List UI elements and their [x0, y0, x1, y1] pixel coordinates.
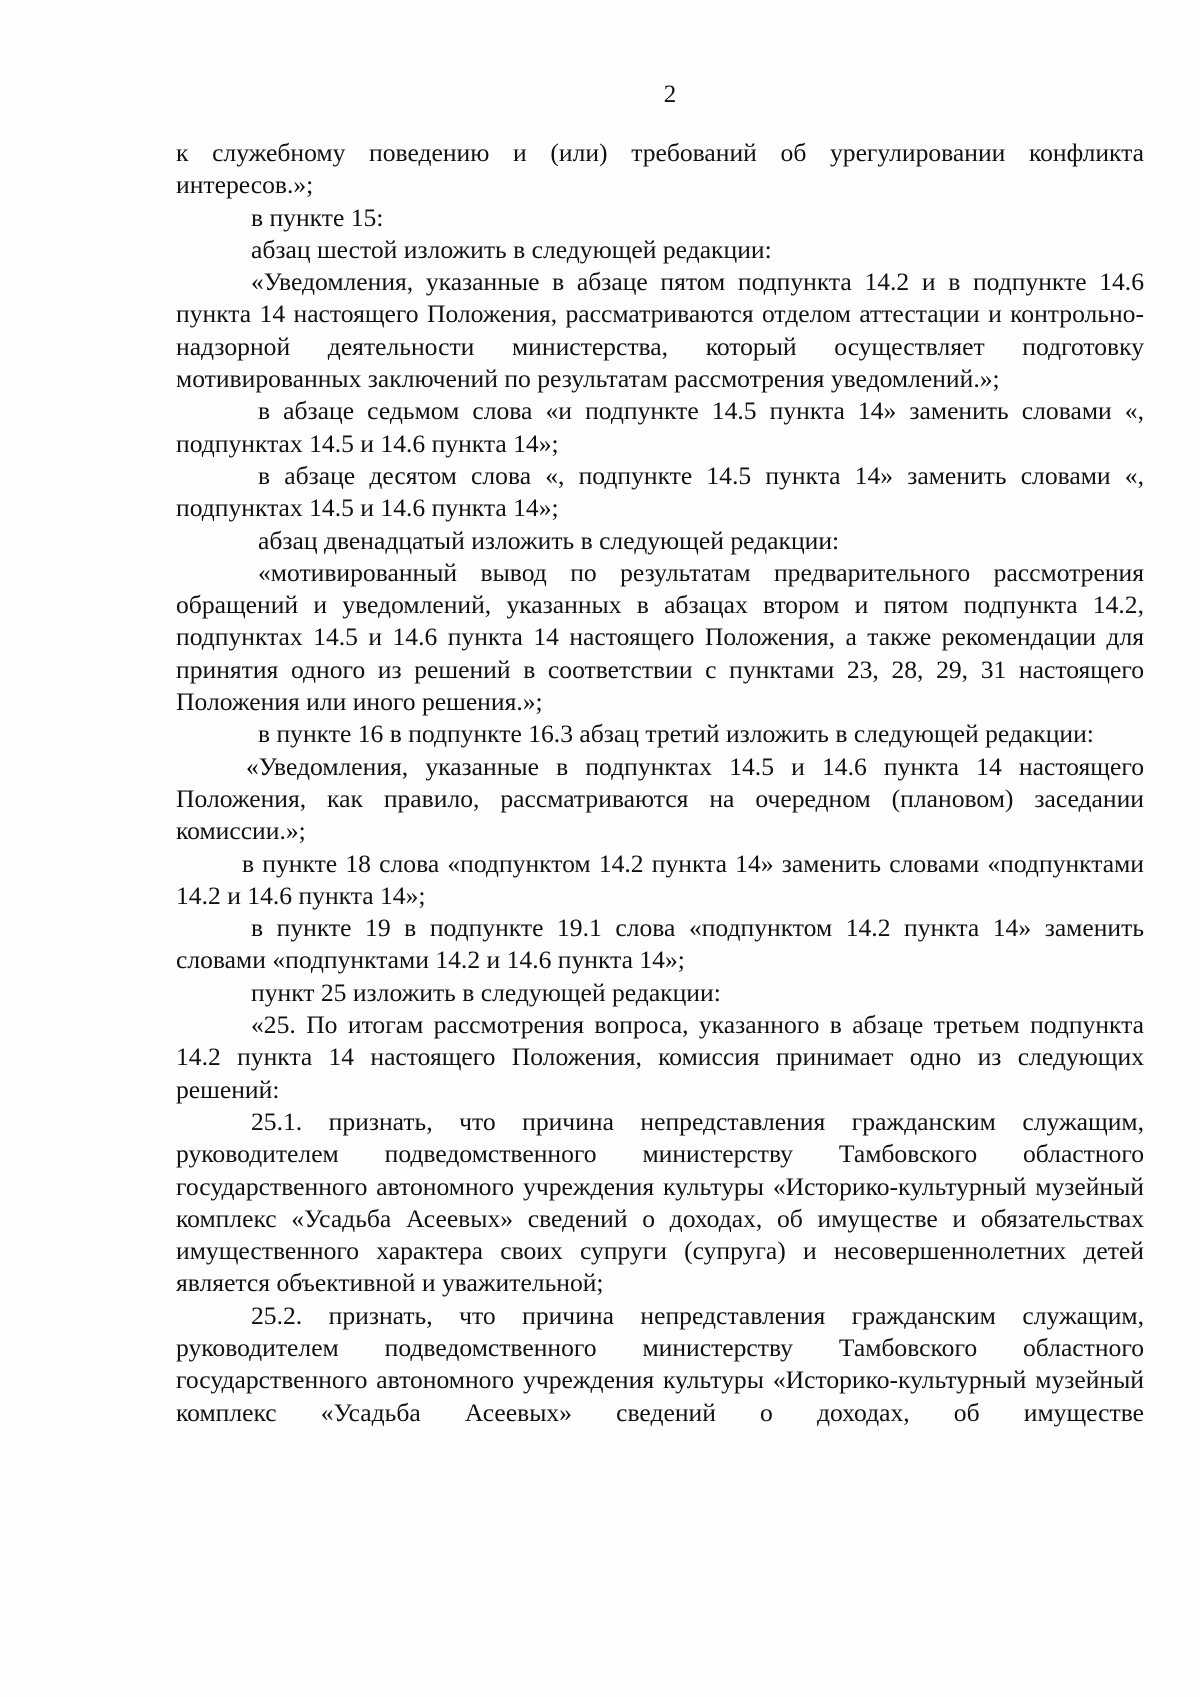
paragraph: к служебному поведению и (или) требований об урегулировании конфликта [176, 138, 1144, 167]
paragraph: в абзаце десятом слова «, подпункте 14.5 пункта 14» заменить словами «, подпунктах 14.5 и 14.6 пункта 14»; [176, 460, 1144, 523]
paragraph: в пункте 19 в подпункте 19.1 слова «подпунктом 14.2 пункта 14» заменить словами «подпунктами 14.2 и 14.6 пункта 14»; [176, 913, 1144, 975]
paragraph: «Уведомления, указанные в подпунктах 14.5 и 14.6 пункта 14 настоящего Положения, как правило, рассматриваются на очередном (плановом) заседании комиссии.»; [176, 751, 1144, 846]
paragraph: абзац двенадцатый изложить в следующей редакции: [258, 525, 840, 555]
document-body [176, 137, 1144, 1429]
page-number: 2 [663, 81, 677, 108]
paragraph: в пункте 15: [251, 202, 384, 232]
paragraph: интересов.»; [176, 170, 314, 200]
paragraph: в абзаце седьмом слова «и подпункте 14.5 пункта 14» заменить словами «, подпунктах 14.5 и 14.6 пункта 14»; [176, 396, 1144, 458]
paragraph: «Уведомления, указанные в абзаце пятом подпункта 14.2 и в подпункте 14.6 пункта 14 настоящего Положения, рассматриваются отделом аттестации и контрольно-надзорной деятельности министерства, который осуществляет подготовку мотивированных заключений по результатам рассмотрения уведомлений.»; [176, 267, 1144, 394]
paragraph: 25.2. признать, что причина непредставления гражданским служащим, руководителем подведомственного министерству Тамбовского областного государственного автономного учреждения культуры «Историко-культурный музейный комплекс «Усадьба Асеевых» сведений о доходах, об имуществе [176, 1300, 1144, 1427]
paragraph: абзац шестой изложить в следующей редакции: [251, 234, 772, 264]
paragraph: пункт 25 изложить в следующей редакции: [251, 977, 721, 1007]
paragraph: в пункте 16 в подпункте 16.3 абзац третий изложить в следующей редакции: [258, 719, 1094, 749]
paragraph: «мотивированный вывод по результатам предварительного рассмотрения обращений и уведомлений, указанных в абзацах втором и пятом подпункта 14.2, подпунктах 14.5 и 14.6 пункта 14 настоящего Положения, а также рекомендации для принятия одного из решений в соответствии с пунктами 23, 28, 29, 31 настоящего Положения или иного решения.»; [176, 557, 1144, 717]
paragraph: в пункте 18 слова «подпунктом 14.2 пункта 14» заменить словами «подпунктами 14.2 и 14.6 пункта 14»; [176, 848, 1144, 910]
paragraph: 25.1. признать, что причина непредставления гражданским служащим, руководителем подведомственного министерству Тамбовского областного государственного автономного учреждения культуры «Историко-культурный музейный комплекс «Усадьба Асеевых» сведений о доходах, об имуществе и обязательствах имущественного характера своих супруги (супруга) и несовершеннолетних детей является объективной и уважительной; [176, 1106, 1144, 1298]
paragraph: «25. По итогам рассмотрения вопроса, указанного в абзаце третьем подпункта 14.2 пункта 14 настоящего Положения, комиссия принимает одно из следующих решений: [176, 1010, 1144, 1104]
